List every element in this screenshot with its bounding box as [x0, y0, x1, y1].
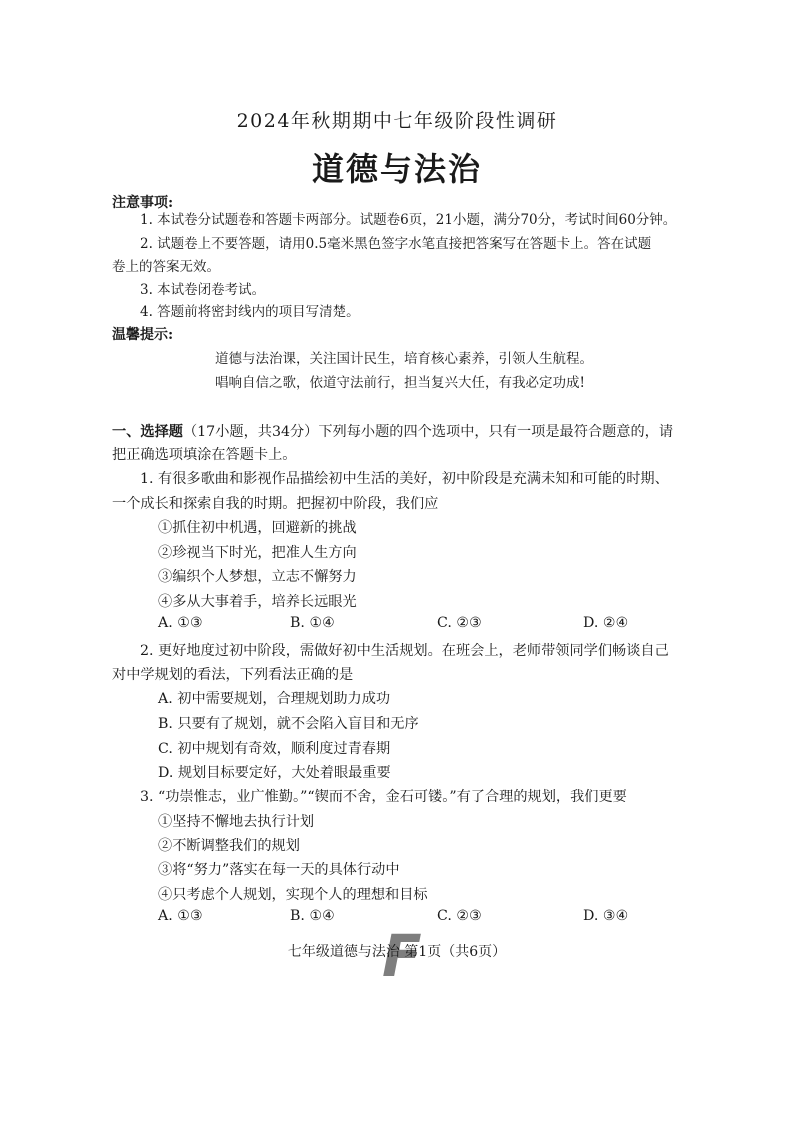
choice-d: D. 规划目标要定好，大处着眼最重要 [158, 765, 391, 781]
choice-c: C. 初中规划有奇效，顺利度过青春期 [158, 741, 391, 757]
question-stem: 一个成长和探索自我的时期。把握初中阶段，我们应 [112, 496, 439, 512]
section-heading [112, 421, 673, 441]
question-stem: 3. “功崇惟志，业广惟勤。”“锲而不舍，金石可镂。”有了合理的规划，我们更要 [140, 789, 627, 805]
question-item: ④多从大事着手，培养长远眼光 [158, 594, 357, 610]
choice-b: B. 只要有了规划，就不会陷入盲目和无序 [158, 716, 419, 732]
choice-c: C. ②③ [437, 908, 482, 924]
note-item: 卷上的答案无效。 [112, 259, 220, 275]
choice-b: B. ①④ [290, 615, 335, 631]
choice-a: A. 初中需要规划，合理规划助力成功 [158, 691, 391, 707]
tips-heading: 温馨提示: [112, 327, 174, 343]
note-item: 1. 本试卷分试题卷和答题卡两部分。试题卷6页，21小题，满分70分，考试时间60分钟。 [140, 212, 677, 228]
question-item: ④只考虑个人规划，实现个人的理想和目标 [158, 887, 428, 903]
section-instruction: 把正确选项填涂在答题卡上。 [112, 447, 297, 463]
tip-line: 道德与法治课，关注国计民生，培育核心素养，引领人生航程。 [215, 351, 593, 367]
question-stem: 2. 更好地度过初中阶段，需做好初中生活规划。在班会上，老师带领同学们畅谈自己 [140, 643, 669, 659]
section-label: 一、选择题 [112, 424, 183, 440]
section-info: （17小题，共34分）下列每小题的四个选项中，只有一项是最符合题意的，请 [182, 424, 674, 440]
choice-d: D. ②④ [583, 615, 629, 631]
note-item: 2. 试题卷上不要答题，请用0.5毫米黑色签字水笔直接把答案写在答题卡上。答在试题 [140, 236, 652, 252]
question-stem: 1. 有很多歌曲和影视作品描绘初中生活的美好，初中阶段是充满未知和可能的时期、 [140, 471, 669, 487]
question-item: ②不断调整我们的规划 [158, 838, 300, 854]
choice-d: D. ③④ [583, 908, 629, 924]
choice-a: A. ①③ [158, 908, 203, 924]
question-item: ②珍视当下时光，把准人生方向 [158, 545, 357, 561]
subject-title: 道德与法治 [311, 150, 482, 188]
notes-heading: 注意事项: [112, 195, 174, 211]
watermark-stamp: F [382, 922, 422, 990]
question-stem: 对中学规划的看法，下列看法正确的是 [112, 667, 354, 683]
tip-line: 唱响自信之歌，依道守法前行，担当复兴大任，有我必定功成! [215, 375, 585, 391]
choice-a: A. ①③ [158, 615, 203, 631]
question-item: ③编织个人梦想，立志不懈努力 [158, 569, 357, 585]
question-item: ①坚持不懈地去执行计划 [158, 814, 315, 830]
choice-c: C. ②③ [437, 615, 482, 631]
note-item: 4. 答题前将密封线内的项目写清楚。 [140, 304, 360, 320]
exam-title: 2024年秋期期中七年级阶段性调研 [236, 110, 558, 132]
question-item: ①抓住初中机遇，回避新的挑战 [158, 520, 357, 536]
choice-b: B. ①④ [290, 908, 335, 924]
note-item: 3. 本试卷闭卷考试。 [140, 282, 266, 298]
page-footer: 七年级道德与法治 第1页（共6页） [287, 944, 507, 960]
question-item: ③将“努力”落实在每一天的具体行动中 [158, 862, 400, 878]
